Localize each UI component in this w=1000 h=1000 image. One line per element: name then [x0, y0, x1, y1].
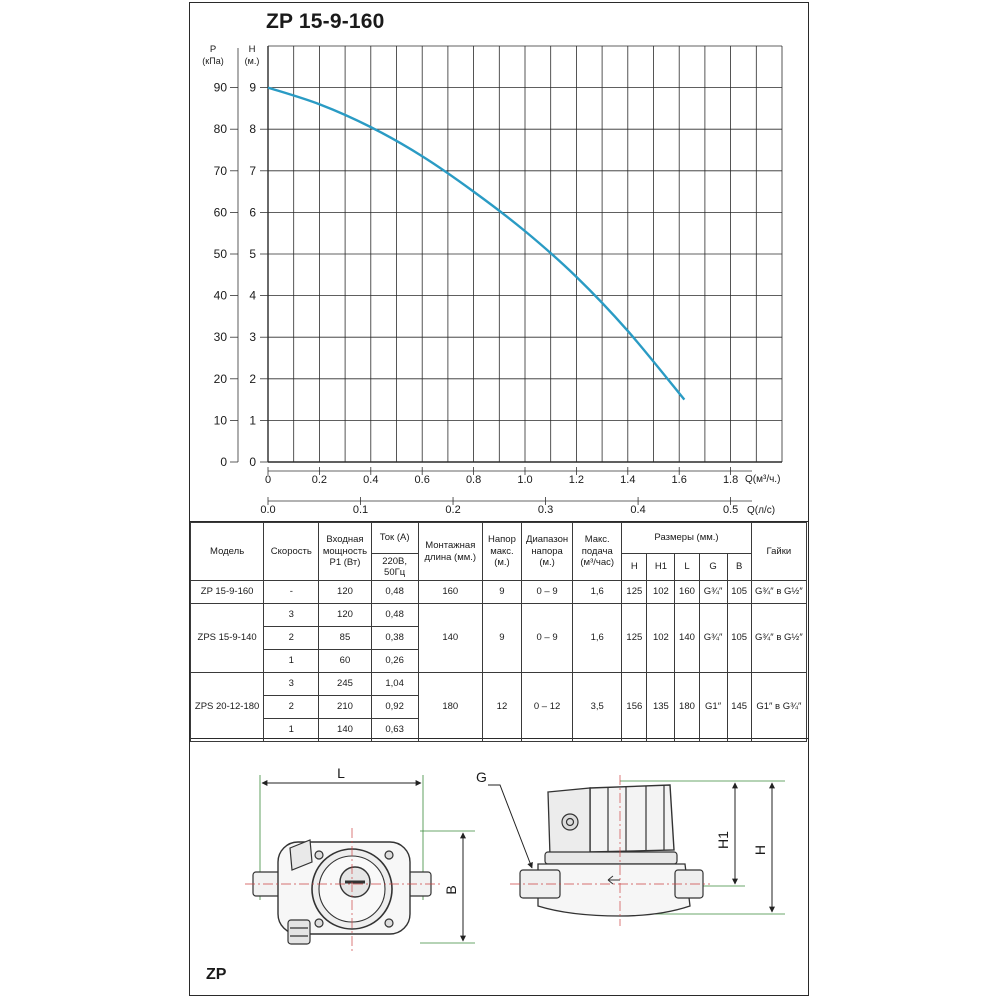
x-m3h-tick-label: 1.0 — [517, 474, 533, 486]
h-tick-label: 2 — [249, 371, 256, 386]
spec-table — [190, 522, 807, 742]
h-tick-label: 5 — [249, 247, 256, 261]
dim-g-label: G — [476, 769, 487, 785]
cell-h1: 135 — [647, 673, 675, 742]
h-tick-label: 1 — [249, 413, 256, 428]
cell-length: 140 — [418, 604, 482, 673]
pump-dimension-drawing — [190, 740, 807, 995]
cell-g: G¾″ — [699, 604, 727, 673]
cell-speed: 1 — [264, 719, 319, 742]
p-tick-label: 30 — [213, 330, 227, 345]
th-flow-max: Макс. подача (м³/час) — [573, 523, 622, 581]
x-ls-tick-label: 0.3 — [537, 504, 554, 516]
cell-speed: - — [264, 581, 319, 604]
p-tick-label: 10 — [213, 413, 227, 428]
pump-curve-line — [268, 88, 684, 400]
chart-ticks — [214, 48, 752, 516]
chart-grid — [268, 46, 782, 462]
cell-l: 140 — [675, 604, 699, 673]
cell-h: 125 — [622, 604, 647, 673]
cell-h: 125 — [622, 581, 647, 604]
cell-flow-max: 1,6 — [573, 604, 622, 673]
dim-l-label: L — [337, 765, 345, 781]
th-speed: Скорость — [264, 523, 319, 581]
cell-current: 0,48 — [371, 581, 418, 604]
th-nuts: Гайки — [751, 523, 806, 581]
th-dim-h: H — [622, 554, 647, 581]
pump-curve-chart — [190, 36, 807, 520]
cell-nuts: G¾″ в G½″ — [751, 581, 806, 604]
x-ls-tick-label: 0.0 — [260, 504, 276, 516]
x-m3h-tick-label: 1.8 — [722, 474, 739, 486]
p-tick-label: 60 — [213, 205, 227, 220]
p-tick-label: 0 — [220, 455, 227, 469]
dim-h-label: H — [752, 844, 768, 856]
th-dims: Размеры (мм.) — [622, 523, 751, 554]
cell-head-max: 9 — [482, 604, 521, 673]
h-tick-label: 7 — [249, 163, 256, 178]
cell-head-range: 0 – 9 — [522, 581, 573, 604]
x-ls-tick-label: 0.5 — [722, 504, 739, 516]
cell-head-max: 12 — [482, 673, 521, 742]
cell-power: 120 — [319, 581, 371, 604]
x-m3h-tick-label: 1.6 — [671, 474, 687, 486]
th-head-max: Напор макс. (м.) — [482, 523, 521, 581]
th-model: Модель — [191, 523, 264, 581]
p-axis-label: P — [209, 44, 217, 55]
cell-head-max: 9 — [482, 581, 521, 604]
cell-power: 245 — [319, 673, 371, 696]
cell-l: 180 — [675, 673, 699, 742]
cell-b: 105 — [727, 604, 751, 673]
table-row — [191, 604, 807, 627]
x-m3h-tick-label: 0 — [264, 474, 272, 486]
h-tick-label: 0 — [249, 455, 256, 469]
x-m3h-tick-label: 0.8 — [465, 474, 482, 486]
cell-b: 105 — [727, 581, 751, 604]
cell-flow-max: 1,6 — [573, 581, 622, 604]
cell-length: 180 — [418, 673, 482, 742]
cell-head-range: 0 – 12 — [522, 673, 573, 742]
th-power: Входная мощность P1 (Вт) — [319, 523, 371, 581]
x-axis-m3h-label: Q(м³/ч.) — [745, 474, 781, 485]
cell-head-range: 0 – 9 — [522, 604, 573, 673]
th-dim-b: B — [727, 554, 751, 581]
cell-current: 0,26 — [371, 650, 418, 673]
cell-power: 120 — [319, 604, 371, 627]
p-tick-label: 90 — [213, 80, 227, 95]
th-length: Монтажная длина (мм.) — [418, 523, 482, 581]
h-tick-label: 3 — [249, 330, 256, 345]
cell-length: 160 — [418, 581, 482, 604]
x-ls-tick-label: 0.1 — [352, 504, 369, 516]
dim-h1-label: H1 — [715, 831, 731, 849]
th-dim-l: L — [675, 554, 699, 581]
cell-power: 210 — [319, 696, 371, 719]
p-tick-label: 80 — [213, 122, 227, 137]
x-axis-ls-label: Q(л/с) — [747, 505, 776, 516]
h-tick-label: 6 — [249, 205, 256, 220]
series-label: ZP — [206, 966, 227, 983]
cell-nuts: G1″ в G¾″ — [751, 673, 806, 742]
cell-l: 160 — [675, 581, 699, 604]
p-tick-label: 20 — [213, 371, 227, 386]
th-head-range: Диапазон напора (м.) — [522, 523, 573, 581]
x-m3h-tick-label: 0.4 — [363, 474, 379, 486]
cell-current: 0,63 — [371, 719, 418, 742]
cell-current: 0,48 — [371, 604, 418, 627]
dim-b-label: B — [443, 885, 459, 895]
cell-g: G1″ — [699, 673, 727, 742]
th-dim-h1: H1 — [647, 554, 675, 581]
x-m3h-tick-label: 0.6 — [414, 474, 430, 486]
x-ls-tick-label: 0.4 — [630, 504, 646, 516]
pump-front-view — [245, 775, 475, 952]
table-row — [191, 581, 807, 604]
cell-current: 1,04 — [371, 673, 418, 696]
th-current: Ток (А) — [371, 523, 418, 554]
cell-b: 145 — [727, 673, 751, 742]
x-m3h-tick-label: 1.4 — [620, 474, 636, 486]
cell-power: 60 — [319, 650, 371, 673]
cell-nuts: G¾″ в G½″ — [751, 604, 806, 673]
x-m3h-tick-label: 0.2 — [311, 474, 328, 486]
p-axis-unit: (кПа) — [202, 56, 224, 66]
table-row — [191, 673, 807, 696]
h-tick-label: 8 — [249, 122, 256, 137]
cell-model: ZPS 15-9-140 — [191, 604, 264, 673]
x-m3h-tick-label: 1.2 — [568, 474, 585, 486]
x-ls-tick-label: 0.2 — [445, 504, 461, 516]
h-axis-label: H — [248, 44, 256, 55]
th-current-sub: 220В, 50Гц — [371, 554, 418, 581]
cell-power: 85 — [319, 627, 371, 650]
cell-h1: 102 — [647, 581, 675, 604]
cell-flow-max: 3,5 — [573, 673, 622, 742]
cell-speed: 2 — [264, 627, 319, 650]
page-title: ZP 15-9-160 — [266, 10, 385, 33]
cell-power: 140 — [319, 719, 371, 742]
p-tick-label: 70 — [213, 163, 227, 178]
p-tick-label: 50 — [213, 247, 227, 261]
pump-side-view — [488, 775, 785, 926]
p-tick-label: 40 — [213, 288, 227, 303]
cell-h: 156 — [622, 673, 647, 742]
th-dim-g: G — [699, 554, 727, 581]
h-tick-label: 9 — [249, 80, 256, 95]
cell-current: 0,92 — [371, 696, 418, 719]
cell-current: 0,38 — [371, 627, 418, 650]
h-tick-label: 4 — [249, 288, 256, 303]
cell-model: ZP 15-9-160 — [191, 581, 264, 604]
cell-speed: 2 — [264, 696, 319, 719]
cell-speed: 3 — [264, 673, 319, 696]
cell-h1: 102 — [647, 604, 675, 673]
cell-g: G¾″ — [699, 581, 727, 604]
cell-model: ZPS 20-12-180 — [191, 673, 264, 742]
h-axis-unit: (м.) — [244, 56, 260, 66]
cell-speed: 3 — [264, 604, 319, 627]
cell-speed: 1 — [264, 650, 319, 673]
